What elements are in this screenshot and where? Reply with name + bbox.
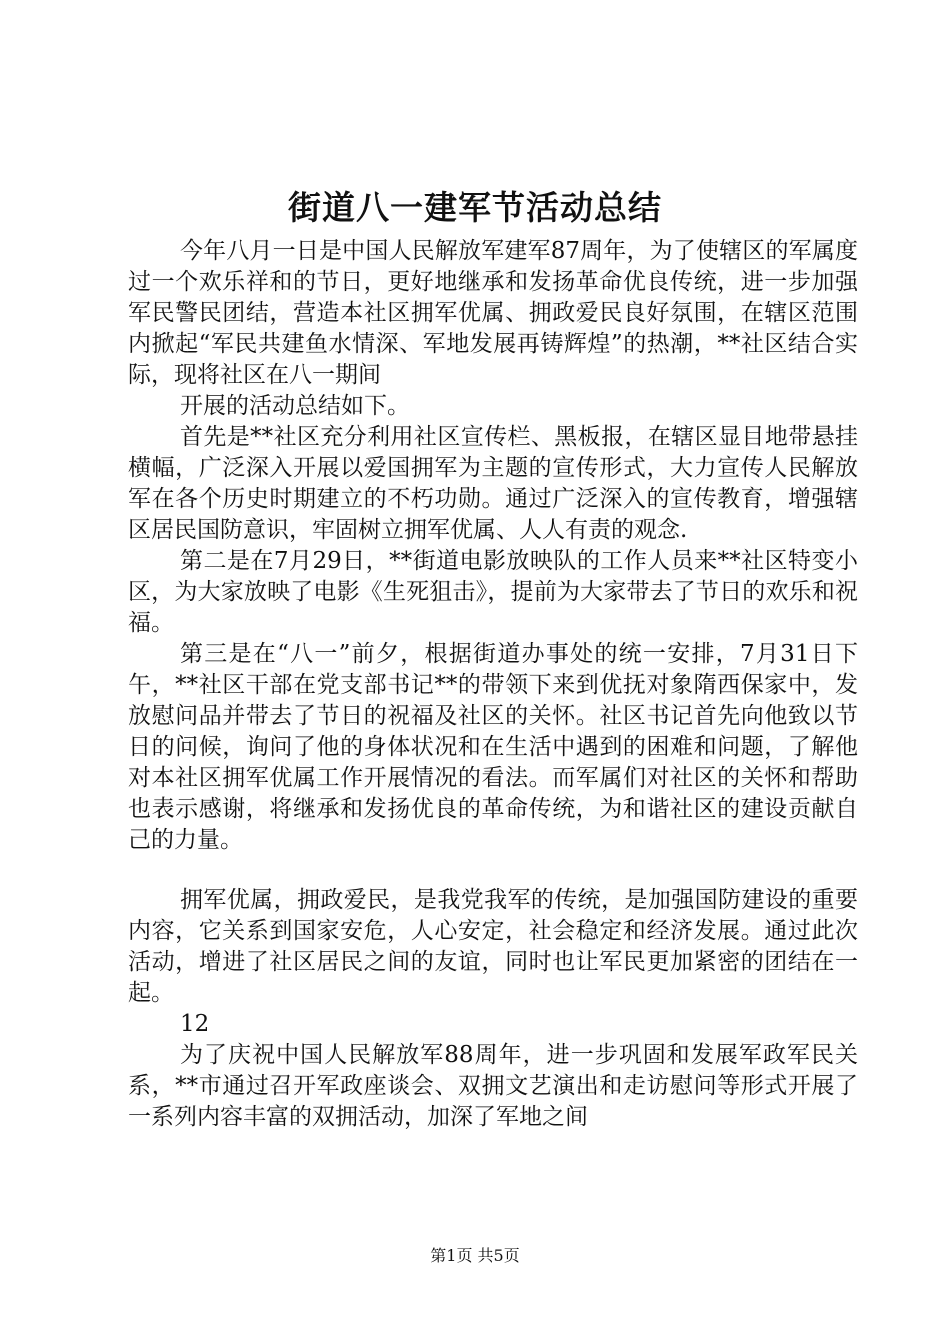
paragraph-conclusion: 拥军优属，拥政爱民，是我党我军的传统，是加强国防建设的重要内容，它关系到国家安危，人心安定，社会稳定和经济发展。通过此次活动，增进了社区居民之间的友谊，同时也让军民更加紧密的团结在一起。 — [128, 887, 858, 1006]
document-title: 街道八一建军节活动总结 — [288, 188, 662, 227]
paragraph-intro: 今年八月一日是中国人民解放军建军87周年，为了使辖区的军属度过一个欢乐祥和的节日，更好地继承和发扬革命优良传统，进一步加强军民警民团结，营造本社区拥军优属、拥政爱民良好氛围，在辖区范围内掀起“军民共建鱼水情深、军地发展再铸辉煌”的热潮，**社区结合实际，现将社区在八一期间 — [128, 238, 858, 388]
document-body — [128, 236, 858, 1133]
page-footer: 第1页 共5页 — [430, 1246, 520, 1265]
paragraph-first-activity: 首先是**社区充分利用社区宣传栏、黑板报，在辖区显目地带悬挂横幅，广泛深入开展以爱国拥军为主题的宣传形式，大力宣传人民解放军在各个历史时期建立的不朽功勋。通过广泛深入的宣传教育，增强辖区居民国防意识，牢固树立拥军优属、人人有责的观念. — [128, 424, 858, 543]
paragraph-number: 12 — [180, 1011, 210, 1037]
paragraph-next-section: 为了庆祝中国人民解放军88周年，进一步巩固和发展军政军民关系，**市通过召开军政座谈会、双拥文艺演出和走访慰问等形式开展了一系列内容丰富的双拥活动，加深了军地之间 — [128, 1042, 858, 1130]
paragraph-second-activity: 第二是在7月29日，**街道电影放映队的工作人员来**社区特变小区，为大家放映了电影《生死狙击》，提前为大家带去了节日的欢乐和祝福。 — [128, 548, 858, 636]
paragraph-spacer — [128, 856, 858, 885]
paragraph-intro-continued: 开展的活动总结如下。 — [180, 393, 410, 419]
paragraph-third-activity: 第三是在“八一”前夕，根据街道办事处的统一安排，7月31日下午，**社区干部在党支部书记**的带领下来到优抚对象隋西保家中，发放慰问品并带去了节日的祝福及社区的关怀。社区书记首先向他致以节日的问候，询问了他的身体状况和在生活中遇到的困难和问题，了解他对本社区拥军优属工作开展情况的看法。而军属们对社区的关怀和帮助也表示感谢，将继承和发扬优良的革命传统，为和谐社区的建设贡献自己的力量。 — [128, 641, 858, 853]
